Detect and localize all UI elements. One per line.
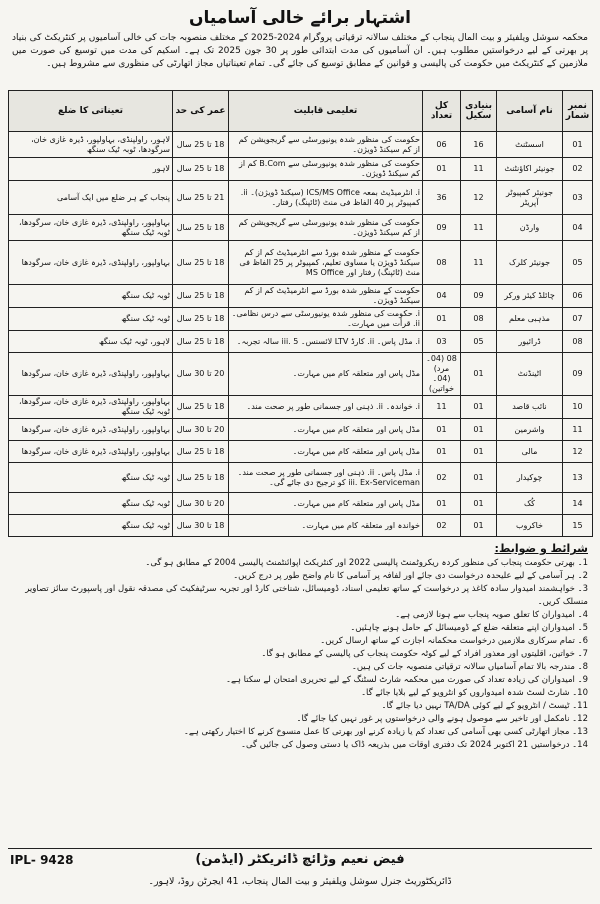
cell-qual: i. حکومت کی منظور شدہ یونیورسٹی سے درس نظامی۔ ii. قرأت میں مہارت۔ [229, 308, 423, 331]
cell-no: 10 [563, 396, 593, 419]
table-row [9, 132, 593, 158]
header-count: کل تعداد [423, 91, 461, 132]
cell-district: بہاولپور، راولپنڈی، ڈیرہ غازی خان، سرگودھا، ٹوبہ ٹیک سنگھ [9, 396, 173, 419]
cell-scale: 11 [461, 215, 497, 241]
cell-count: 08 [423, 241, 461, 285]
condition-item: 5۔ امیدواران اپنے متعلقہ ضلع کے ڈومیسائل کے حامل ہونے چاہئیں۔ [350, 623, 588, 633]
cell-post: واشرمین [497, 419, 563, 441]
cell-age: 18 تا 25 سال [173, 308, 229, 331]
cell-qual: مڈل پاس اور متعلقہ کام میں مہارت۔ [229, 493, 423, 515]
header-qualification: تعلیمی قابلیت [229, 91, 423, 132]
cell-no: 04 [563, 215, 593, 241]
cell-scale: 11 [461, 241, 497, 285]
cell-district: بہاولپور، راولپنڈی، ڈیرہ غازی خان، سرگودھا [9, 241, 173, 285]
header-scale: بنیادی سکیل [461, 91, 497, 132]
cell-district: ٹوبہ ٹیک سنگھ [9, 308, 173, 331]
cell-qual: مڈل پاس اور متعلقہ کام میں مہارت۔ [229, 353, 423, 396]
cell-no: 09 [563, 353, 593, 396]
cell-post: کُک [497, 493, 563, 515]
cell-qual: حکومت کی منظور شدہ یونیورسٹی سے گریجویشن کم از کم سیکنڈ ڈویژن۔ [229, 132, 423, 158]
cell-age: 21 تا 25 سال [173, 181, 229, 215]
cell-age: 18 تا 25 سال [173, 241, 229, 285]
condition-item: 7۔ خواتین، اقلیتوں اور معذور افراد کے لیے کوٹہ حکومت پنجاب کی پالیسی کے مطابق ہو گا۔ [261, 649, 588, 659]
cell-scale: 16 [461, 132, 497, 158]
cell-count: 11 [423, 396, 461, 419]
cell-count: 06 [423, 132, 461, 158]
cell-qual: حکومت کی منظور شدہ یونیورسٹی سے گریجویشن کم از کم سیکنڈ ڈویژن۔ [229, 215, 423, 241]
cell-qual: حکومت کے منظور شدہ بورڈ سے انٹرمیڈیٹ کم از کم سیکنڈ ڈویژن یا مساوی تعلیم، کمپیوٹر پر 25 الفاظ فی منٹ (ٹائپنگ) رفتار اور MS Office [229, 241, 423, 285]
cell-scale: 11 [461, 158, 497, 181]
cell-scale: 01 [461, 353, 497, 396]
cell-district: بہاولپور، راولپنڈی، ڈیرہ غازی خان، سرگودھا [9, 441, 173, 463]
cell-age: 20 تا 30 سال [173, 353, 229, 396]
cell-district: لاہور، راولپنڈی، بہاولپور، ڈیرہ غازی خان، سرگودھا، ٹوبہ ٹیک سنگھ [9, 132, 173, 158]
table-row [9, 463, 593, 493]
cell-no: 06 [563, 285, 593, 308]
cell-no: 05 [563, 241, 593, 285]
cell-no: 07 [563, 308, 593, 331]
header-serial: نمبر شمار [563, 91, 593, 132]
cell-post: خاکروب [497, 515, 563, 537]
cell-district: ٹوبہ ٹیک سنگھ [9, 463, 173, 493]
cell-count: 01 [423, 493, 461, 515]
cell-district: پنجاب کے ہر ضلع میں ایک آسامی [9, 181, 173, 215]
cell-count: 03 [423, 331, 461, 353]
cell-age: 18 تا 25 سال [173, 463, 229, 493]
cell-district: بہاولپور، راولپنڈی، ڈیرہ غازی خان، سرگودھا [9, 419, 173, 441]
header-post: نام آسامی [497, 91, 563, 132]
condition-item: 1۔ بھرتی حکومت پنجاب کی منظور کردہ ریکروٹمنٹ پالیسی 2022 اور کنٹریکٹ اپوائنٹمنٹ پالیسی 2004 کے مطابق ہو گی۔ [145, 558, 588, 568]
cell-age: 18 تا 25 سال [173, 132, 229, 158]
condition-item: 8۔ مندرجہ بالا تمام آسامیاں سالانہ ترقیاتی منصوبہ جات کی ہیں۔ [351, 662, 588, 672]
cell-post: مالی [497, 441, 563, 463]
cell-scale: 05 [461, 331, 497, 353]
cell-age: 18 تا 25 سال [173, 441, 229, 463]
cell-qual: i. خواندہ۔ ii. ذہنی اور جسمانی طور پر صحت مند۔ [229, 396, 423, 419]
table-row [9, 493, 593, 515]
table-row [9, 308, 593, 331]
conditions-list [8, 557, 592, 752]
office-address: ڈائریکٹوریٹ جنرل سوشل ویلفیئر و بیت المال پنجاب، 41 ایجرٹن روڈ، لاہور۔ [148, 876, 452, 887]
vacancies-table [8, 90, 593, 537]
condition-item: 6۔ تمام سرکاری ملازمین درخواست محکمانہ اجازت کے ساتھ ارسال کریں۔ [320, 636, 588, 646]
cell-post: ڈرائیور [497, 331, 563, 353]
cell-qual: i. مڈل پاس۔ ii. ذہنی اور جسمانی طور پر صحت مند۔ iii. Ex-Serviceman کو ترجیح دی جائے گی۔ [229, 463, 423, 493]
table-row [9, 515, 593, 537]
cell-district: ٹوبہ ٹیک سنگھ [9, 493, 173, 515]
cell-post: وارڈن [497, 215, 563, 241]
cell-qual: مڈل پاس اور متعلقہ کام میں مہارت۔ [229, 419, 423, 441]
table-row [9, 241, 593, 285]
condition-item: 12۔ نامکمل اور تاخیر سے موصول ہونے والی درخواستوں پر غور نہیں کیا جائے گا۔ [296, 714, 588, 724]
cell-post: اٹینڈنٹ [497, 353, 563, 396]
cell-no: 12 [563, 441, 593, 463]
cell-district: ٹوبہ ٹیک سنگھ [9, 285, 173, 308]
cell-count: 01 [423, 158, 461, 181]
cell-scale: 12 [461, 181, 497, 215]
cell-post: اسسٹنٹ [497, 132, 563, 158]
cell-post: نائب قاصد [497, 396, 563, 419]
condition-item: 13۔ مجاز اتھارٹی کسی بھی آسامی کی تعداد کم یا زیادہ کرنے اور بھرتی کا عمل منسوخ کرنے کا اختیار رکھتی ہے۔ [183, 727, 588, 737]
cell-scale: 01 [461, 441, 497, 463]
conditions-title: شرائط و ضوابط: [494, 542, 588, 555]
page-title: اشتہار برائے خالی آسامیاں [188, 8, 411, 28]
header-district: تعیناتی کا ضلع [9, 91, 173, 132]
cell-age: 18 تا 25 سال [173, 158, 229, 181]
cell-post: چوکیدار [497, 463, 563, 493]
cell-scale: 01 [461, 419, 497, 441]
cell-no: 14 [563, 493, 593, 515]
cell-qual: خواندہ اور متعلقہ کام میں مہارت۔ [229, 515, 423, 537]
cell-district: لاہور [9, 158, 173, 181]
cell-age: 18 تا 25 سال [173, 331, 229, 353]
table-row [9, 419, 593, 441]
cell-district: بہاولپور، راولپنڈی، ڈیرہ غازی خان، سرگودھا، ٹوبہ ٹیک سنگھ [9, 215, 173, 241]
cell-district: بہاولپور، راولپنڈی، ڈیرہ غازی خان، سرگودھا [9, 353, 173, 396]
cell-scale: 01 [461, 463, 497, 493]
cell-qual: حکومت کے منظور شدہ بورڈ سے انٹرمیڈیٹ کم از کم سیکنڈ ڈویژن۔ [229, 285, 423, 308]
condition-item: 3۔ خواہشمند امیدوار سادہ کاغذ پر درخواست کے ساتھ تعلیمی اسناد، ڈومیسائل، شناختی کارڈ اور تجربہ سرٹیفکیٹ کی مصدقہ نقول اور پاسپورٹ سائز تصاویر منسلک کریں۔ [25, 584, 588, 607]
cell-qual: مڈل پاس اور متعلقہ کام میں مہارت۔ [229, 441, 423, 463]
cell-no: 01 [563, 132, 593, 158]
cell-count: 08 (04۔ مرد) (04۔ خواتین) [423, 353, 461, 396]
cell-no: 13 [563, 463, 593, 493]
footer-divider [8, 848, 592, 849]
cell-scale: 01 [461, 396, 497, 419]
table-row [9, 331, 593, 353]
condition-item: 9۔ امیدواران کی زیادہ تعداد کی صورت میں محکمہ شارٹ لسٹنگ کے لیے تحریری امتحان لے سکتا ہے۔ [226, 675, 588, 685]
cell-no: 11 [563, 419, 593, 441]
cell-age: 18 تا 25 سال [173, 215, 229, 241]
cell-qual: حکومت کی منظور شدہ یونیورسٹی سے B.Com کم از کم سیکنڈ ڈویژن۔ [229, 158, 423, 181]
cell-post: جونیئر کلرک [497, 241, 563, 285]
cell-age: 18 تا 25 سال [173, 396, 229, 419]
cell-scale: 01 [461, 515, 497, 537]
cell-count: 36 [423, 181, 461, 215]
table-row [9, 158, 593, 181]
cell-count: 01 [423, 441, 461, 463]
cell-scale: 09 [461, 285, 497, 308]
cell-count: 01 [423, 308, 461, 331]
cell-post: جونیئر کمپیوٹر آپریٹر [497, 181, 563, 215]
cell-age: 20 تا 30 سال [173, 493, 229, 515]
table-row [9, 181, 593, 215]
signature: فیض نعیم وڑائچ ڈائریکٹر (ایڈمن) [195, 852, 405, 867]
table-row [9, 285, 593, 308]
cell-post: جونیئر اکاؤنٹنٹ [497, 158, 563, 181]
cell-scale: 01 [461, 493, 497, 515]
cell-post: مذہبی معلم [497, 308, 563, 331]
cell-district: لاہور، ٹوبہ ٹیک سنگھ [9, 331, 173, 353]
header-age: عمر کی حد [173, 91, 229, 132]
cell-age: 18 تا 25 سال [173, 285, 229, 308]
cell-count: 01 [423, 419, 461, 441]
cell-post: چائلڈ کیئر ورکر [497, 285, 563, 308]
condition-item: 4۔ امیدواران کا تعلق صوبہ پنجاب سے ہونا لازمی ہے۔ [395, 610, 588, 620]
cell-age: 20 تا 30 سال [173, 419, 229, 441]
cell-count: 04 [423, 285, 461, 308]
cell-count: 02 [423, 515, 461, 537]
table-header-row [9, 91, 593, 132]
cell-qual: i. انٹرمیڈیٹ بمعہ ICS/MS Office (سیکنڈ ڈویژن)۔ ii. کمپیوٹر پر 40 الفاظ فی منٹ (ٹائپنگ) رفتار۔ [229, 181, 423, 215]
cell-count: 09 [423, 215, 461, 241]
table-row [9, 215, 593, 241]
cell-no: 08 [563, 331, 593, 353]
condition-item: 11۔ ٹیسٹ / انٹرویو کے لیے کوئی TA/DA نہیں دیا جائے گا۔ [381, 701, 588, 711]
ipl-number: IPL- 9428 [10, 853, 74, 867]
cell-count: 02 [423, 463, 461, 493]
table-row [9, 441, 593, 463]
cell-age: 18 تا 30 سال [173, 515, 229, 537]
condition-item: 14۔ درخواستیں 21 اکتوبر 2024 تک دفتری اوقات میں بذریعہ ڈاک یا دستی وصول کی جائیں گی۔ [240, 740, 588, 750]
cell-no: 15 [563, 515, 593, 537]
cell-scale: 08 [461, 308, 497, 331]
cell-no: 02 [563, 158, 593, 181]
table-row [9, 353, 593, 396]
cell-district: ٹوبہ ٹیک سنگھ [9, 515, 173, 537]
cell-no: 03 [563, 181, 593, 215]
cell-qual: i. مڈل پاس۔ ii. کارڈ LTV لائسنس۔ iii. 5 سالہ تجربہ۔ [229, 331, 423, 353]
intro-paragraph: محکمہ سوشل ویلفیئر و بیت المال پنجاب کے مختلف سالانہ ترقیاتی پروگرام 2024-2025 کے مختلف منصوبہ جات کی خالی آسامیوں پر کنٹریکٹ کی بنیاد پر بھرتی کے لیے درخواستیں مطلوب ہیں۔ ان آسامیوں کی مدت ابتدائی طور پر 30 جون 2025 تک ہے۔ اسکیم کی مدت میں توسیع کی صورت میں ملازمین کے کنٹریکٹ میں حکومت کی پالیسی و قوانین کے مطابق توسیع کی جائے گی۔ تمام تعیناتیاں مجاز اتھارٹی کی منظوری سے مشروط ہیں۔ [12, 33, 588, 69]
table-row [9, 396, 593, 419]
condition-item: 10۔ شارٹ لسٹ شدہ امیدواروں کو انٹرویو کے لیے بلایا جائے گا۔ [361, 688, 588, 698]
table-body [9, 132, 593, 537]
condition-item: 2۔ ہر آسامی کے لیے علیحدہ درخواست دی جائے اور لفافہ پر آسامی کا نام واضح طور پر درج کریں۔ [233, 571, 588, 581]
